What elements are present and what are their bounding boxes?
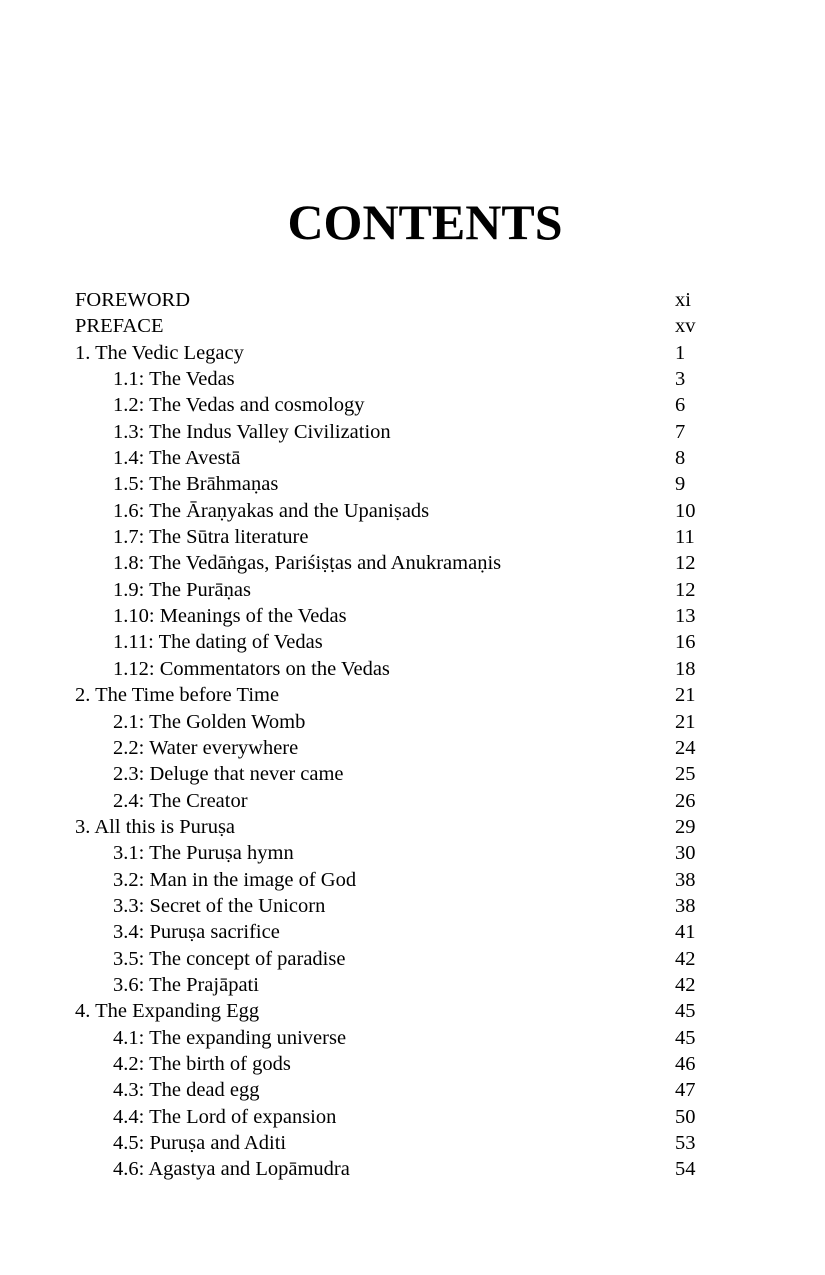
toc-page-number: xv [675, 315, 696, 338]
toc-page-number: 54 [675, 1158, 696, 1181]
toc-entry-title: 3. All this is Puruṣa [75, 815, 236, 838]
toc-page-number: 24 [675, 736, 696, 759]
toc-section-entry [75, 1051, 755, 1077]
toc-entry-title: 1.1: The Vedas [113, 368, 235, 391]
toc-page-number: 47 [675, 1079, 696, 1102]
toc-entry-title: 1.10: Meanings of the Vedas [113, 605, 347, 628]
toc-entry-title: 4.6: Agastya and Lopāmudra [113, 1158, 350, 1181]
toc-section-entry [75, 419, 755, 445]
toc-section-entry [75, 788, 755, 814]
toc-entry-title: 1.6: The Āraṇyakas and the Upaniṣads [113, 499, 430, 522]
toc-section-entry [75, 893, 755, 919]
toc-entry-title: 4. The Expanding Egg [75, 1000, 260, 1023]
toc-page-number: 10 [675, 499, 696, 522]
toc-page-number: 42 [675, 947, 696, 970]
toc-section-entry [75, 524, 755, 550]
toc-section-entry [75, 603, 755, 629]
toc-entry-title: 3.5: The concept of paradise [113, 947, 346, 970]
toc-entry-title: 1. The Vedic Legacy [75, 341, 244, 364]
toc-entry-title: 4.3: The dead egg [113, 1079, 260, 1102]
toc-page-number: 7 [675, 420, 686, 443]
toc-entry-title: 1.3: The Indus Valley Civilization [113, 420, 391, 443]
toc-page-number: 13 [675, 605, 696, 628]
toc-section-entry [75, 629, 755, 655]
toc-chapter-entry [75, 313, 755, 339]
toc-section-entry [75, 498, 755, 524]
toc-section-entry [75, 1130, 755, 1156]
toc-section-entry [75, 550, 755, 576]
toc-page-number: 3 [675, 368, 686, 391]
page-title: CONTENTS [287, 194, 563, 250]
toc-page-number: 25 [675, 763, 696, 786]
toc-entry-title: 1.5: The Brāhmaṇas [113, 473, 279, 496]
toc-page-number: 11 [675, 526, 695, 549]
toc-entry-title: 1.7: The Sūtra literature [113, 526, 309, 549]
toc-section-entry [75, 392, 755, 418]
toc-section-entry [75, 919, 755, 945]
toc-page-number: 12 [675, 552, 696, 575]
toc-page-number: 8 [675, 447, 686, 470]
toc-section-entry [75, 709, 755, 735]
toc-page-number: 45 [675, 1000, 696, 1023]
toc-chapter-entry [75, 814, 755, 840]
toc-page-number: 50 [675, 1105, 696, 1128]
toc-entry-title: 1.8: The Vedāṅgas, Pariśiṣṭas and Anukramaṇis [113, 552, 502, 575]
toc-entry-title: 1.12: Commentators on the Vedas [113, 657, 390, 680]
toc-section-entry [75, 840, 755, 866]
toc-entry-title: PREFACE [75, 315, 164, 338]
toc-entry-title: 4.5: Puruṣa and Aditi [113, 1132, 287, 1154]
toc-page-number: 30 [675, 842, 696, 865]
toc-section-entry [75, 761, 755, 787]
toc-page-number: 21 [675, 684, 696, 707]
toc-section-entry [75, 1077, 755, 1103]
toc-page-number: 29 [675, 815, 696, 838]
toc-section-entry [75, 1156, 755, 1182]
toc-entry-title: 3.3: Secret of the Unicorn [113, 894, 326, 917]
toc-section-entry [75, 946, 755, 972]
toc-page-number: 53 [675, 1132, 696, 1154]
toc-page-number: 26 [675, 789, 696, 812]
toc-page-number: xi [675, 289, 691, 311]
toc-entry-title: 2.1: The Golden Womb [113, 710, 306, 733]
toc-section-entry [75, 656, 755, 682]
toc-chapter-entry [75, 340, 755, 366]
toc-page-number: 9 [675, 473, 686, 496]
toc-entry-title: 4.1: The expanding universe [113, 1026, 347, 1049]
toc-section-entry [75, 577, 755, 603]
toc-section-entry [75, 867, 755, 893]
toc-entry-title: 2. The Time before Time [75, 684, 280, 707]
toc-section-entry [75, 366, 755, 392]
toc-page-number: 46 [675, 1052, 696, 1075]
toc-entry-title: 3.4: Puruṣa sacrifice [113, 921, 280, 944]
toc-section-entry [75, 445, 755, 471]
toc-page-number: 41 [675, 921, 696, 944]
toc-page-number: 6 [675, 394, 686, 417]
toc-page-number: 38 [675, 894, 696, 917]
toc-entry-title: FOREWORD [75, 289, 191, 311]
toc-section-entry [75, 471, 755, 497]
toc-page-number: 45 [675, 1026, 696, 1049]
toc-entry-title: 1.2: The Vedas and cosmology [113, 394, 365, 417]
toc-section-entry [75, 1104, 755, 1130]
toc-chapter-entry [75, 287, 755, 313]
toc-entry-title: 1.9: The Purāṇas [113, 578, 251, 601]
toc-chapter-entry [75, 998, 755, 1024]
toc-entry-title: 3.2: Man in the image of God [113, 868, 357, 891]
toc-page-number: 16 [675, 631, 696, 654]
toc-entry-title: 2.3: Deluge that never came [113, 763, 344, 786]
toc-section-entry [75, 972, 755, 998]
toc-entry-title: 2.2: Water everywhere [113, 736, 299, 759]
toc-section-entry [75, 735, 755, 761]
toc-entry-title: 4.2: The birth of gods [113, 1052, 291, 1075]
toc-page-number: 18 [675, 657, 696, 680]
toc-page-number: 1 [675, 341, 686, 364]
toc-page-number: 21 [675, 710, 696, 733]
toc-entry-title: 1.4: The Avestā [113, 447, 241, 470]
toc-entry-title: 4.4: The Lord of expansion [113, 1105, 337, 1128]
toc-page-number: 42 [675, 973, 696, 996]
toc-section-entry [75, 1025, 755, 1051]
table-of-contents [75, 287, 755, 1183]
toc-page-number: 12 [675, 578, 696, 601]
toc-entry-title: 3.6: The Prajāpati [113, 973, 259, 996]
toc-entry-title: 3.1: The Puruṣa hymn [113, 842, 294, 865]
toc-chapter-entry [75, 682, 755, 708]
toc-page-number: 38 [675, 868, 696, 891]
toc-entry-title: 2.4: The Creator [113, 789, 248, 812]
toc-entry-title: 1.11: The dating of Vedas [113, 631, 323, 654]
